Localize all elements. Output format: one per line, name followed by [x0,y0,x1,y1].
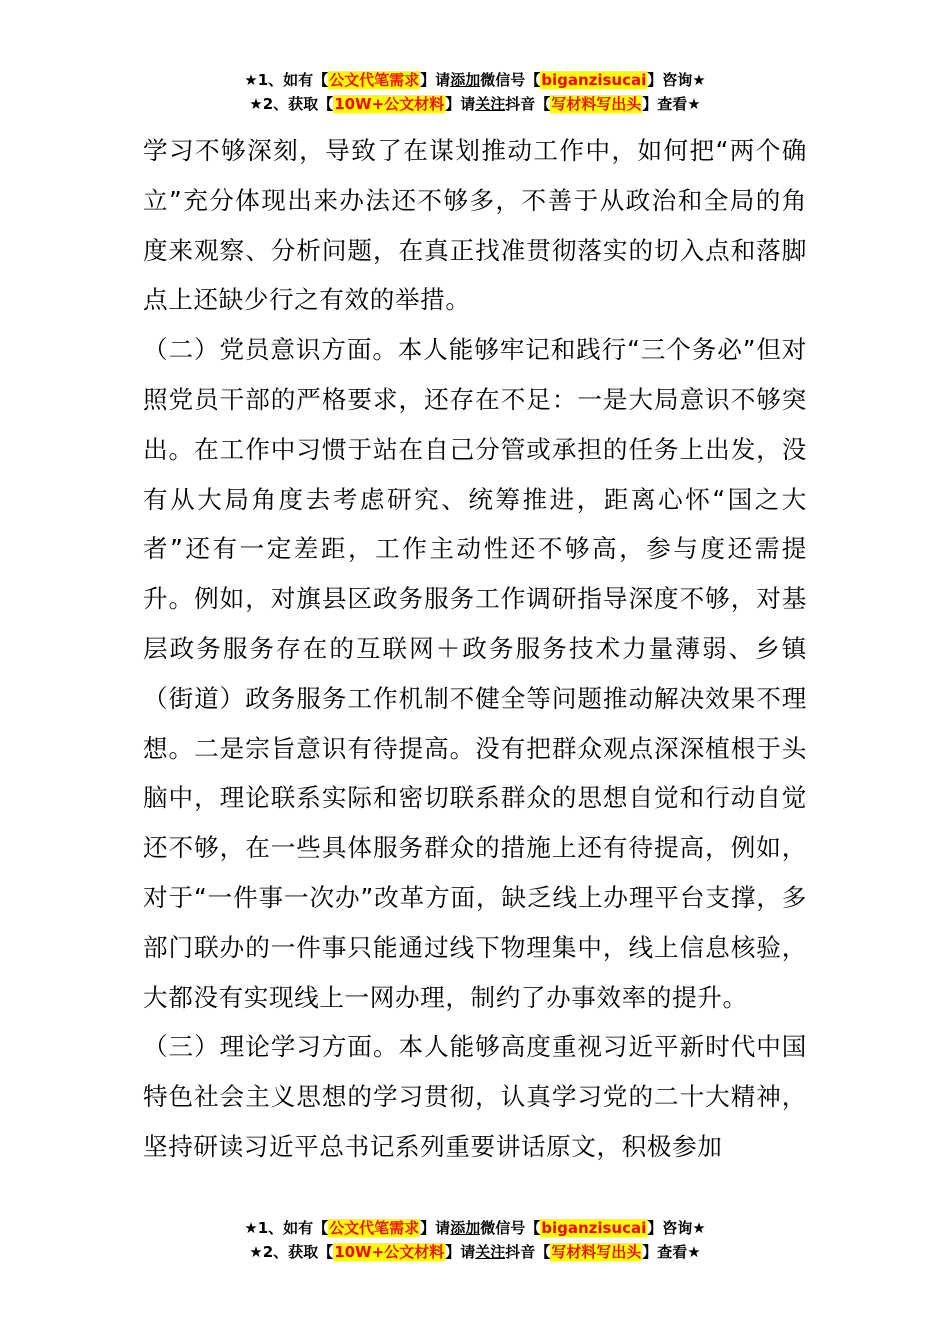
body-paragraph: 学习不够深刻，导致了在谋划推动工作中，如何把“两个确立”充分体现出来办法还不够多，不善于从政治和全局的角度来观察、分析问题，在真正找准贯彻落实的切入点和落脚点上还缺少行之有效的举措。 [143,136,807,315]
promo-text: ★1、如有【 [244,1219,329,1237]
promo-text: ★2、获取【 [249,1243,334,1261]
promo-text: 抖音【 [505,1243,551,1261]
document-body [143,126,807,1172]
promo-line-1 [0,68,950,92]
promo-text: 】查看★ [642,95,701,113]
body-paragraph-party-awareness: （二）党员意识方面。本人能够牢记和践行“三个务必”但对照党员干部的严格要求，还存在不足：一是大局意识不够突出。在工作中习惯于站在自己分管或承担的任务上出发，没有从大局角度去考虑研究、统筹推进，距离心怀“国之大者”还有一定差距，工作主动性还不够高，参与度还需提升。例如，对旗县区政务服务工作调研指导深度不够，对基层政务服务存在的互联网＋政务服务技术力量薄弱、乡镇（街道）政务服务工作机制不健全等问题推动解决效果不理想。二是宗旨意识有待提高。没有把群众观点深深植根于头脑中，理论联系实际和密切联系群众的思想自觉和行动自觉还不够，在一些具体服务群众的措施上还有待提高，例如，对于“一件事一次办”改革方面，缺乏线上办理平台支撑，多部门联办的一件事只能通过线下物理集中，线上信息核验，大都没有实现线上一网办理，制约了办事效率的提升。 [143,335,807,1012]
promo-text: 】请 [420,71,451,89]
promo-text: 微信号【 [480,71,541,89]
promo-line-2 [0,92,950,116]
promo-line-2 [0,1240,950,1264]
promo-text: 】请 [420,1219,451,1237]
promo-highlight: 公文代笔需求 [329,71,420,89]
promo-underlined: 关注 [475,1243,506,1261]
promo-highlight-wechat-id: biganzisucai [541,71,647,89]
body-paragraph-theory-study: （三）理论学习方面。本人能够高度重视习近平新时代中国特色社会主义思想的学习贯彻，认真学习党的二十大精神，坚持研读习近平总书记系列重要讲话原文，积极参加 [143,1032,807,1161]
promo-text: 】咨询★ [647,1219,706,1237]
promo-text: 】咨询★ [647,71,706,89]
promo-highlight: 10W+公文材料 [334,95,445,113]
promo-text: ★2、获取【 [249,95,334,113]
promo-highlight-wechat-id: biganzisucai [541,1219,647,1237]
promo-line-1 [0,1216,950,1240]
promo-text: 】请 [445,95,476,113]
footer-promo-banner [0,1216,950,1264]
promo-highlight: 公文代笔需求 [329,1219,420,1237]
promo-underlined: 添加 [450,71,481,89]
promo-text: 微信号【 [480,1219,541,1237]
promo-text: 抖音【 [505,95,551,113]
promo-text: 】请 [445,1243,476,1261]
promo-highlight-douyin: 写材料写出头 [551,1243,642,1261]
promo-highlight: 10W+公文材料 [334,1243,445,1261]
promo-text: 】查看★ [642,1243,701,1261]
promo-underlined: 添加 [450,1219,481,1237]
promo-text: ★1、如有【 [244,71,329,89]
promo-highlight-douyin: 写材料写出头 [551,95,642,113]
promo-underlined: 关注 [475,95,506,113]
header-promo-banner [0,68,950,116]
